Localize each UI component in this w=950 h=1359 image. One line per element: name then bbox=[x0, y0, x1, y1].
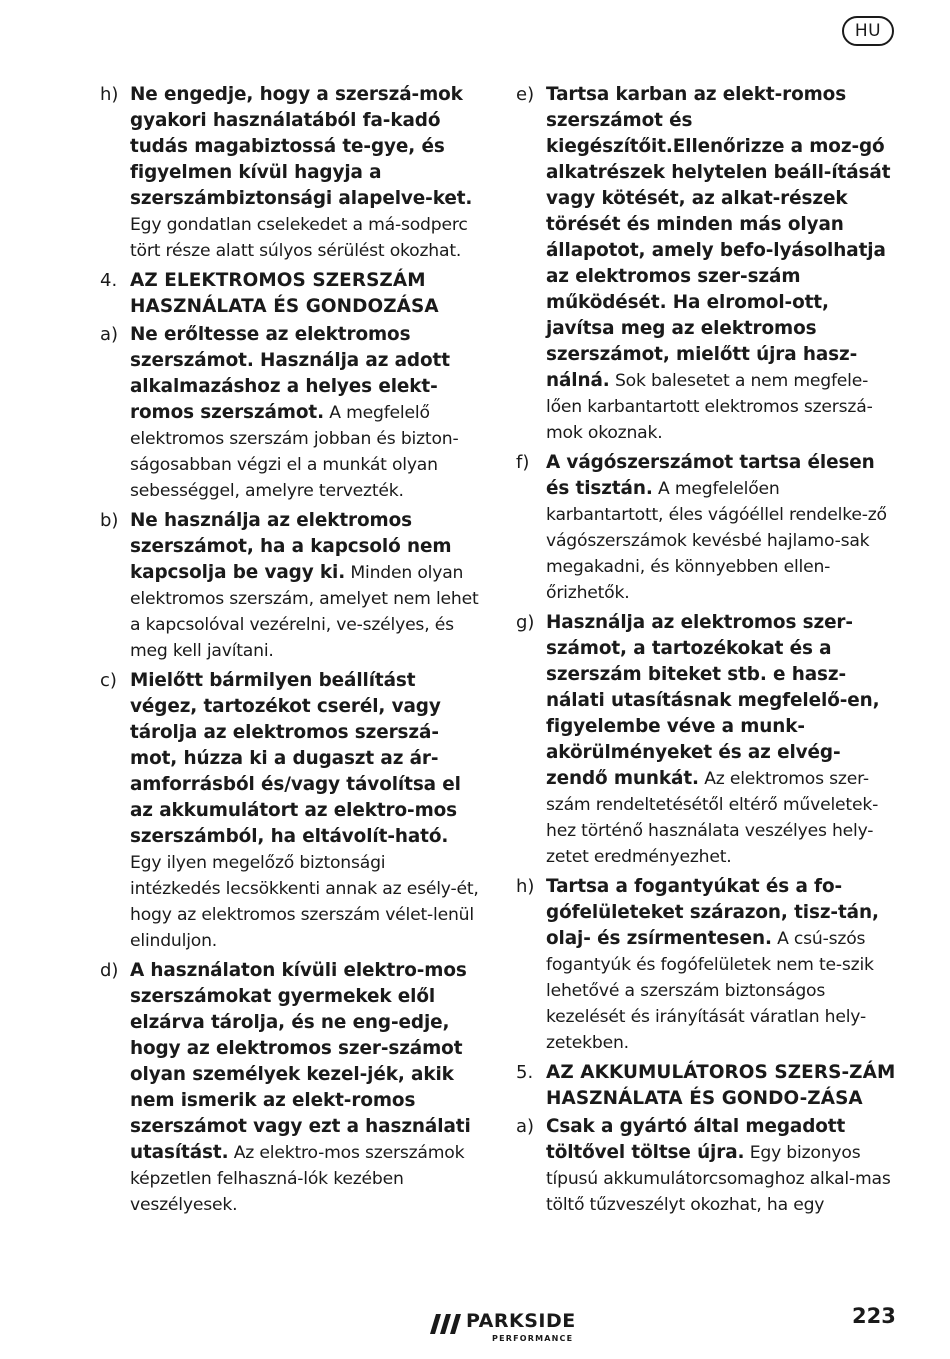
item-bold-text: Ne engedje, hogy a szerszá-mok gyakori használatából fa-kadó tudás magabiztossá te-gye, és figyelmen kívül hagyja a szerszámbiztonsági alapelve-ket. bbox=[130, 84, 473, 209]
left-column bbox=[100, 82, 480, 1222]
list-item bbox=[100, 508, 480, 664]
section-number: 5. bbox=[516, 1062, 534, 1083]
section-title: AZ ELEKTROMOS SZERSZÁM HASZNÁLATA ÉS GONDOZÁSA bbox=[130, 270, 439, 317]
item-text bbox=[546, 1114, 902, 1218]
item-marker: c) bbox=[100, 670, 117, 691]
item-normal-text: Minden olyan elektromos szerszám, amelyet nem lehet a kapcsolóval vezérelni, ve-szélyes, és meg kell javítani. bbox=[130, 563, 479, 661]
list-item bbox=[100, 82, 480, 264]
list-item bbox=[516, 1114, 902, 1218]
brand-logo bbox=[430, 1308, 590, 1348]
item-text bbox=[130, 322, 480, 504]
item-marker: a) bbox=[516, 1116, 535, 1137]
right-column bbox=[516, 82, 902, 1222]
list-item bbox=[516, 874, 902, 1056]
item-text bbox=[130, 82, 480, 264]
item-marker: e) bbox=[516, 84, 535, 105]
item-normal-text: Egy ilyen megelőző biztonsági intézkedés lecsökkenti annak az esély-ét, hogy az elektromos szerszám vélet-lenül elinduljon. bbox=[130, 853, 479, 951]
item-bold-text: Csak a gyártó által megadott töltővel töltse újra. bbox=[546, 1116, 846, 1163]
list-item bbox=[516, 82, 902, 446]
brand-subline: PERFORMANCE bbox=[492, 1334, 574, 1343]
item-bold-text: Tartsa karban az elekt-romos szerszámot és kiegészítőit.Ellenőrizze a moz-gó alkatrészek helytelen beáll-ítását vagy kötését, az alkat-részek törését és minden más olyan állapotot, amely befo-lyásolhatja az elektromos szer-szám működését. Ha elromol-ott, javítsa meg az elektromos szerszámot, mielőtt újra hasz-nálná. bbox=[546, 84, 891, 391]
item-text bbox=[546, 610, 902, 870]
item-marker: g) bbox=[516, 612, 535, 633]
item-marker: f) bbox=[516, 452, 530, 473]
brand-name: PARKSIDE bbox=[466, 1310, 576, 1332]
item-bold-text: Ne használja az elektromos szerszámot, ha a kapcsoló nem kapcsolja be vagy ki. bbox=[130, 510, 452, 583]
item-marker: b) bbox=[100, 510, 119, 531]
item-text bbox=[130, 958, 480, 1218]
item-normal-text: A megfelelően karbantartott, éles vágóéllel rendelke-ző vágószerszámok kevésbé hajlamo-sak megakadni, és könnyebben ellen-őrizhetők. bbox=[546, 479, 887, 603]
item-normal-text: Egy gondatlan cselekedet a má-sodperc tört része alatt súlyos sérülést okozhat. bbox=[130, 215, 468, 261]
item-marker: h) bbox=[516, 876, 535, 897]
section-heading bbox=[100, 268, 480, 320]
item-bold-text: Használja az elektromos szer-számot, a tartozékokat és a szerszám biteket stb. e hasz-nálati utasításnak megfelelő-en, figyelembe véve a munk-akörülményeket és az elvég-zendő munkát. bbox=[546, 612, 880, 789]
item-bold-text: A vágószerszámot tartsa élesen és tisztán. bbox=[546, 452, 875, 499]
item-text bbox=[546, 82, 902, 446]
item-normal-text: Az elektro-mos szerszámok képzetlen felhaszná-lók kezében veszélyesek. bbox=[130, 1143, 465, 1215]
language-badge: HU bbox=[842, 16, 894, 46]
item-bold-text: Mielőtt bármilyen beállítást végez, tartozékot cserél, vagy tárolja az elektromos szerszá-mot, húzza ki a dugaszt az ár-amforrásból és/vagy távolítsa el az akkumulátort az elektro-mos szerszámból, ha eltávolít-ható. bbox=[130, 670, 461, 847]
item-normal-text: Sok balesetet a nem megfele-lően karbantartott elektromos szerszá-mok okoznak. bbox=[546, 371, 873, 443]
list-item bbox=[516, 610, 902, 870]
item-normal-text: A csú-szós fogantyúk és fogófelületek nem te-szik lehetővé a szerszám biztonságos kezelését és irányítását váratlan hely-zetekben. bbox=[546, 929, 874, 1053]
list-item bbox=[100, 322, 480, 504]
logo-stripes-icon bbox=[430, 1314, 462, 1334]
item-marker: a) bbox=[100, 324, 119, 345]
item-normal-text: Az elektromos szer-szám rendeltetésétől eltérő műveletek-hez történő használata veszélyes hely-zetet eredményezhet. bbox=[546, 769, 879, 867]
list-item bbox=[100, 668, 480, 954]
list-item bbox=[100, 958, 480, 1218]
list-item bbox=[516, 450, 902, 606]
item-normal-text: Egy bizonyos típusú akkumulátorcsomaghoz alkal-mas töltő tűzveszélyt okozhat, ha egy bbox=[546, 1143, 891, 1215]
item-text bbox=[130, 668, 480, 954]
item-bold-text: Tartsa a fogantyúkat és a fo-gófelületeket szárazon, tisz-tán, olaj- és zsírmentesen. bbox=[546, 876, 879, 949]
item-marker: h) bbox=[100, 84, 119, 105]
item-text bbox=[546, 874, 902, 1056]
item-bold-text: A használaton kívüli elektro-mos szerszámokat gyermekek elől elzárva tárolja, és ne eng-edje, hogy az elektromos szer-számot olyan személyek kezel-jék, akik nem ismerik az elekt-romos szerszámot vagy ezt a használati utasítást. bbox=[130, 960, 471, 1163]
page-number: 223 bbox=[852, 1304, 896, 1328]
section-number: 4. bbox=[100, 270, 118, 291]
section-title: AZ AKKUMULÁTOROS SZERS-ZÁM HASZNÁLATA ÉS GONDO-ZÁSA bbox=[546, 1062, 896, 1109]
section-heading bbox=[516, 1060, 902, 1112]
item-text bbox=[546, 450, 902, 606]
item-marker: d) bbox=[100, 960, 119, 981]
item-bold-text: Ne erőltesse az elektromos szerszámot. Használja az adott alkalmazáshoz a helyes elekt-romos szerszámot. bbox=[130, 324, 450, 423]
item-text bbox=[130, 508, 480, 664]
item-normal-text: A megfelelő elektromos szerszám jobban és bizton-ságosabban végzi el a munkát olyan sebességgel, amelyre tervezték. bbox=[130, 403, 459, 501]
